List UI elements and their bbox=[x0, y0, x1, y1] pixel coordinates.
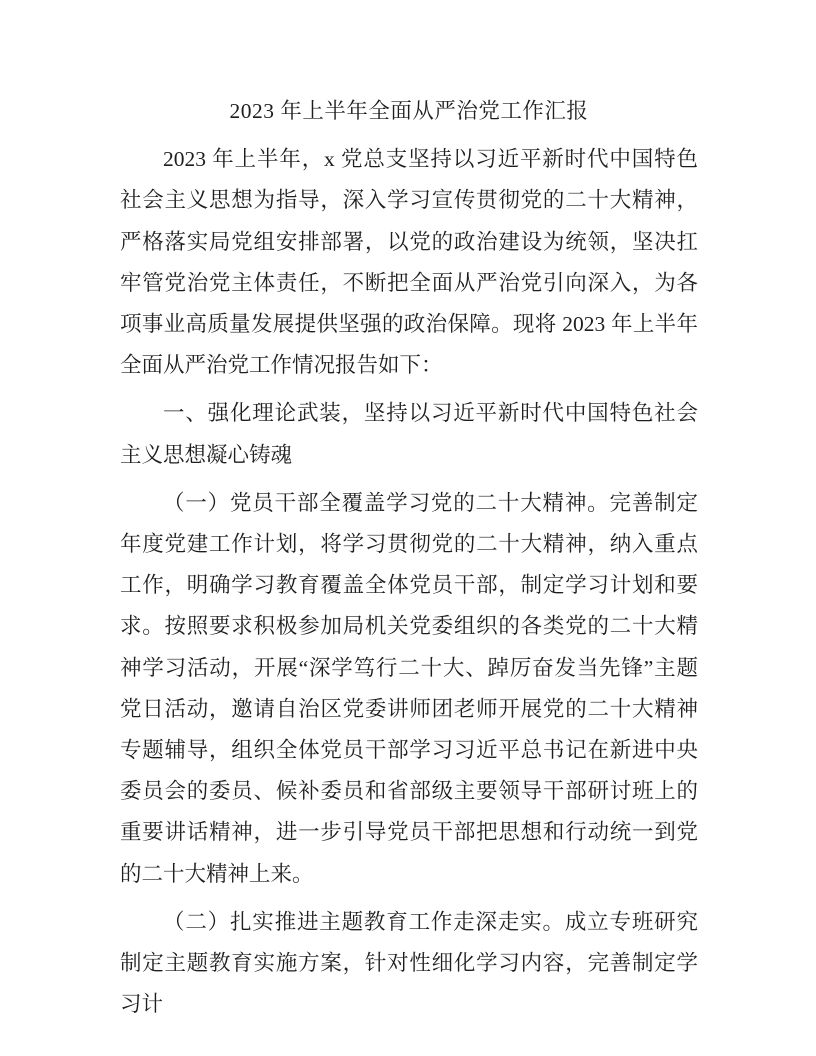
section-heading-1: 一、强化理论武装，坚持以习近平新时代中国特色社会主义思想凝心铸魂 bbox=[120, 401, 698, 467]
paragraph-intro: 2023 年上半年，x 党总支坚持以习近平新时代中国特色社会主义思想为指导，深入学习宣传贯彻党的二十大精神，严格落实局党组安排部署，以党的政治建设为统领，坚决扛牢管党治党主体责任，不断把全面从严治党引向深入，为各项事业高质量发展提供坚强的政治保障。现将 2023 年上半年全面从严治党工作情况报告如下： bbox=[120, 147, 698, 378]
paragraph-sub-2: （二）扎实推进主题教育工作走深走实。成立专班研究制定主题教育实施方案，针对性细化学习内容，完善制定学习计 bbox=[120, 909, 698, 1017]
document-title: 2023 年上半年全面从严治党工作汇报 bbox=[229, 99, 589, 123]
paragraph-sub-1: （一）党员干部全覆盖学习党的二十大精神。完善制定年度党建工作计划，将学习贯彻党的二十大精神，纳入重点工作，明确学习教育覆盖全体党员干部，制定学习计划和要求。按照要求积极参加局机关党委组织的各类党的二十大精神学习活动，开展“深学笃行二十大、踔厉奋发当先锋”主题党日活动，邀请自治区党委讲师团老师开展党的二十大精神专题辅导，组织全体党员干部学习习近平总书记在新进中央委员会的委员、候补委员和省部级主要领导干部研讨班上的重要讲话精神，进一步引导党员干部把思想和行动统一到党的二十大精神上来。 bbox=[120, 490, 698, 886]
